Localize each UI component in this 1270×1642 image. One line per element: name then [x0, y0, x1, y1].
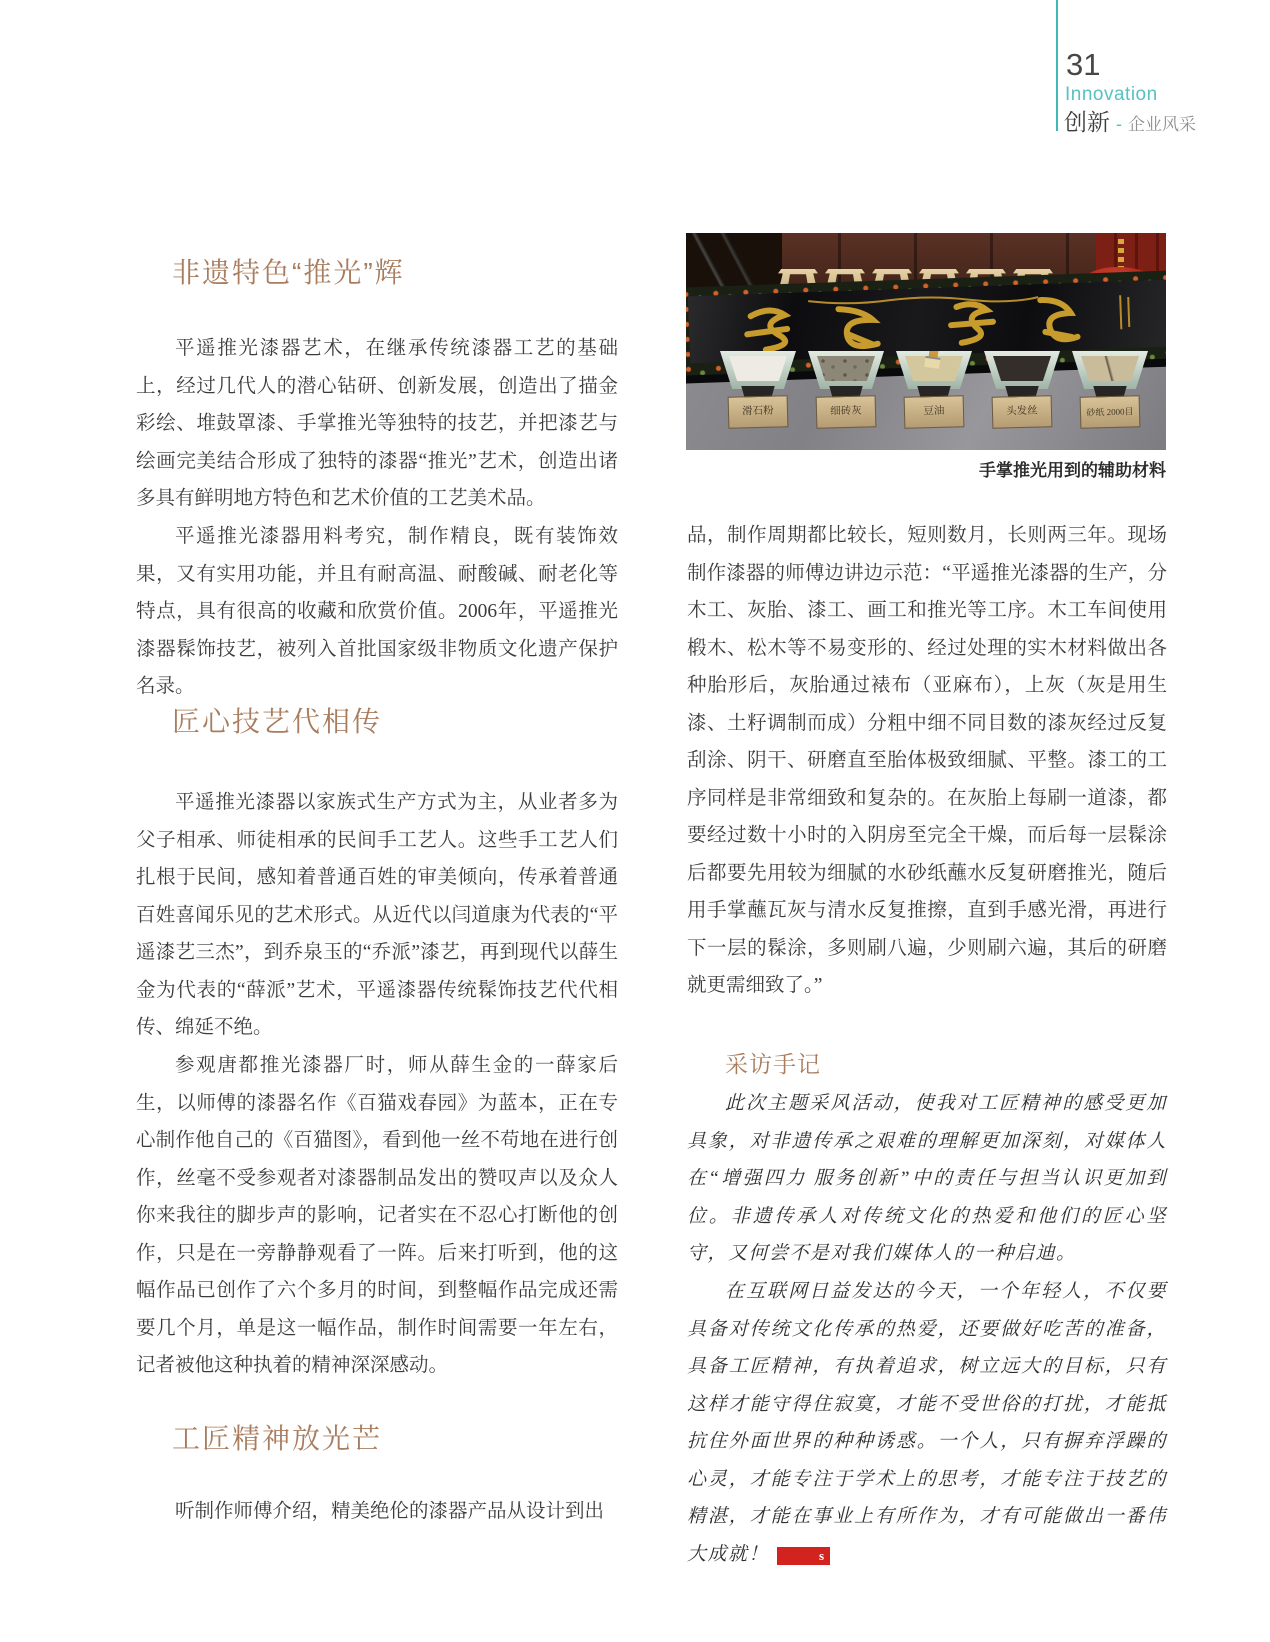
tray-soy-oil [894, 351, 974, 428]
page-number: 31 [1066, 47, 1101, 82]
talc-powder [729, 356, 787, 381]
tray-sandpaper [1070, 351, 1150, 428]
left-paragraph-1: 平遥推光漆器艺术，在继承传统漆器工艺的基础上，经过几代人的潜心钻研、创新发展，创造出了描金彩绘、堆鼓罩漆、手掌推光等独特的技艺，并把漆艺与绘画完美结合形成了独特的漆器“推光”艺术，创造出诸多具有鲜明地方特色和艺术价值的工艺美术品。 [136, 338, 618, 509]
article-end-mark: s [777, 1547, 830, 1565]
tray-bowl-icon [808, 351, 884, 389]
section-title-en: Innovation [1065, 84, 1158, 105]
header-accent-rule [1056, 0, 1058, 131]
interview-heading: 采访手记 [725, 1051, 821, 1077]
photo-material-trays [686, 351, 1166, 450]
left-paragraph-4: 参观唐都推光漆器厂时，师从薛生金的一薛家后生，以师傅的漆器名作《百猫戏春园》为蓝本，正在专心制作他自己的《百猫图》，看到他一丝不苟地在进行创作，丝毫不受参观者对漆器制品发出的赞叹声以及众人你来我往的脚步声的影响，记者实在不忍心打断他的创作，只是在一旁静静观看了一阵。后来打听到，他的这幅作品已创作了六个多月的时间，到整幅作品完成还需要几个月，单是这一幅作品，制作时间需要一年左右，记者被他这种执着的精神深深感动。 [136, 1055, 618, 1376]
tray-label: 滑石粉 [728, 395, 789, 429]
brick-ash [817, 356, 875, 381]
tray-bowl-icon [984, 351, 1060, 389]
hair-strands [993, 356, 1051, 381]
interview-paragraph-2-text: 在互联网日益发达的今天，一个年轻人，不仅要具备对传统文化传承的热爱，还要做好吃苦的准备，具备工匠精神，有执着追求，树立远大的目标，只有这样才能守得住寂寞，才能不受世俗的打扰，才能抵抗住外面世界的种种诱惑。一个人，只有摒弃浮躁的心灵，才能专注于学术上的思考，才能专注于技艺的精湛，才能在事业上有所作为，才有可能做出一番伟大成就！ [687, 1281, 1167, 1565]
tray-bowl-icon [1072, 351, 1148, 389]
tray-bowl-icon [720, 351, 796, 389]
left-heading-1: 非遗特色“推光”辉 [172, 257, 405, 288]
left-heading-3: 工匠精神放光芒 [172, 1423, 383, 1454]
photo-caption: 手掌推光用到的辅助材料 [979, 461, 1166, 480]
tray-hair [982, 351, 1062, 428]
left-paragraph-3: 平遥推光漆器以家族式生产方式为主，从业者多为父子相承、师徒相承的民间手工艺人。这些手工艺人们扎根于民间，感知着普通百姓的审美倾向，传承着普通百姓喜闻乐见的艺术形式。从近代以闫道康为代表的“平遥漆艺三杰”，到乔泉玉的“乔派”漆艺，再到现代以薛生金为代表的“薛派”艺术，平遥漆器传统髹饰技艺代代相传、绵延不绝。 [136, 792, 618, 1038]
section-title-zh: 创新 [1064, 109, 1110, 135]
workshop-photo [686, 233, 1166, 450]
tray-brick-ash [806, 351, 886, 428]
section-title-row [1064, 104, 1196, 137]
tray-bowl-icon [896, 351, 972, 389]
section-divider: - [1116, 114, 1122, 134]
left-paragraph-2: 平遥推光漆器用料考究，制作精良，既有装饰效果，又有实用功能，并且有耐高温、耐酸碱、耐老化等特点，具有很高的收藏和欣赏价值。2006年，平遥推光漆器髹饰技艺，被列入首批国家级非物质文化遗产保护名录。 [136, 526, 618, 697]
left-paragraph-5: 听制作师傅介绍，精美绝伦的漆器产品从设计到出 [175, 1501, 605, 1522]
interview-paragraph-2 [687, 1273, 1167, 1573]
tray-label: 砂纸 2000目 [1080, 395, 1141, 429]
tray-label: 豆油 [904, 395, 965, 429]
tray-label: 细砖灰 [816, 395, 877, 429]
interview-paragraph-1: 此次主题采风活动，使我对工匠精神的感受更加具象，对非遗传承之艰难的理解更加深刻，对媒体人在“增强四力 服务创新”中的责任与担当认识更加到位。非遗传承人对传统文化的热爱和他们的匠心坚守，又何尝不是对我们媒体人的一种启迪。 [687, 1093, 1167, 1264]
tray-talc [718, 351, 798, 428]
tray-label: 头发丝 [992, 395, 1053, 429]
sandpaper-sheets [1081, 356, 1139, 381]
right-paragraph-1: 品，制作周期都比较长，短则数月，长则两三年。现场制作漆器的师傅边讲边示范：“平遥推光漆器的生产，分木工、灰胎、漆工、画工和推光等工序。木工车间使用椴木、松木等不易变形的、经过处理的实木材料做出各种胎形后，灰胎通过裱布（亚麻布），上灰（灰是用生漆、土籽调制而成）分粗中细不同目数的漆灰经过反复刮涂、阴干、研磨直至胎体极致细腻、平整。漆工的工序同样是非常细致和复杂的。在灰胎上每刷一道漆，都要经过数十小时的入阴房至完全干燥，而后每一层髹涂后都要先用较为细腻的水砂纸蘸水反复研磨推光，随后用手掌蘸瓦灰与清水反复推擦，直到手感光滑，再进行下一层的髹涂，多则刷八遍，少则刷六遍，其后的研磨就更需细致了。” [687, 525, 1167, 996]
section-subtitle: 企业风采 [1128, 115, 1196, 134]
left-heading-2: 匠心技艺代相传 [172, 706, 383, 737]
